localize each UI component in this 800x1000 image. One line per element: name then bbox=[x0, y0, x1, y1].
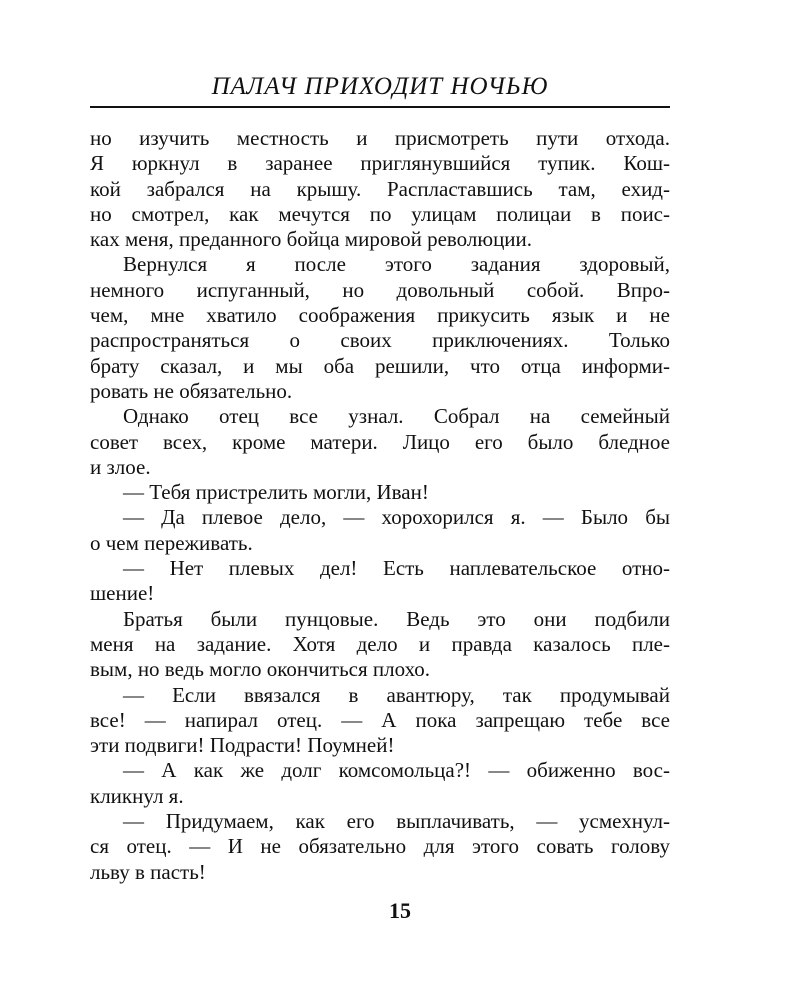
text-line: эти подвиги! Подрасти! Поумней! bbox=[90, 733, 395, 758]
text-line: но изучить местность и присмотреть пути отхода. bbox=[90, 126, 670, 150]
running-head: ПАЛАЧ ПРИХОДИТ НОЧЬЮ bbox=[211, 73, 549, 100]
text-line: о чем переживать. bbox=[90, 530, 253, 555]
header-rule bbox=[90, 106, 670, 108]
text-line: распространяться о своих приключениях. Только bbox=[90, 328, 670, 353]
text-line: брату сказал, и мы оба решили, что отца информи- bbox=[90, 353, 670, 378]
text-line: Я юркнул в заранее приглянувшийся тупик. Кош- bbox=[90, 151, 670, 176]
text-line: льву в пасть! bbox=[90, 859, 206, 884]
text-line: — Тебя пристрелить могли, Иван! bbox=[123, 480, 429, 505]
text-line: шение! bbox=[90, 581, 155, 606]
text-line: чем, мне хватило соображения прикусить язык и не bbox=[90, 303, 670, 328]
text-line: но смотрел, как мечутся по улицам полицаи в поис- bbox=[90, 201, 670, 226]
text-line: кой забрался на крышу. Распластавшись там, ехид- bbox=[90, 176, 670, 201]
text-line: — А как же долг комсомольца?! — обиженно вос- bbox=[123, 758, 670, 783]
text-line: — Да плевое дело, — хорохорился я. — Было бы bbox=[123, 505, 670, 530]
text-line: совет всех, кроме матери. Лицо его было бледное bbox=[90, 429, 670, 454]
text-line: немного испуганный, но довольный собой. Впро- bbox=[90, 277, 670, 302]
body-text bbox=[90, 126, 670, 885]
text-line: кликнул я. bbox=[90, 783, 184, 808]
text-line: вым, но ведь могло окончиться плохо. bbox=[90, 657, 431, 682]
text-line: Вернулся я после этого задания здоровый, bbox=[123, 252, 670, 277]
page-number: 15 bbox=[389, 898, 411, 923]
text-line: ся отец. — И не обязательно для этого совать голову bbox=[90, 834, 670, 859]
text-line: — Придумаем, как его выплачивать, — усмехнул- bbox=[123, 809, 670, 834]
text-line: и злое. bbox=[90, 454, 151, 479]
text-line: — Нет плевых дел! Есть наплевательское отно- bbox=[123, 556, 670, 581]
text-line: ровать не обязательно. bbox=[90, 378, 293, 403]
text-line: ках меня, преданного бойца мировой революции. bbox=[90, 227, 533, 252]
text-line: меня на задание. Хотя дело и правда казалось пле- bbox=[90, 631, 670, 656]
text-line: Братья были пунцовые. Ведь это они подбили bbox=[123, 606, 670, 631]
text-line: Однако отец все узнал. Собрал на семейный bbox=[123, 404, 670, 429]
text-line: — Если ввязался в авантюру, так продумывай bbox=[123, 682, 670, 707]
text-line: все! — напирал отец. — А пока запрещаю тебе все bbox=[90, 707, 670, 732]
